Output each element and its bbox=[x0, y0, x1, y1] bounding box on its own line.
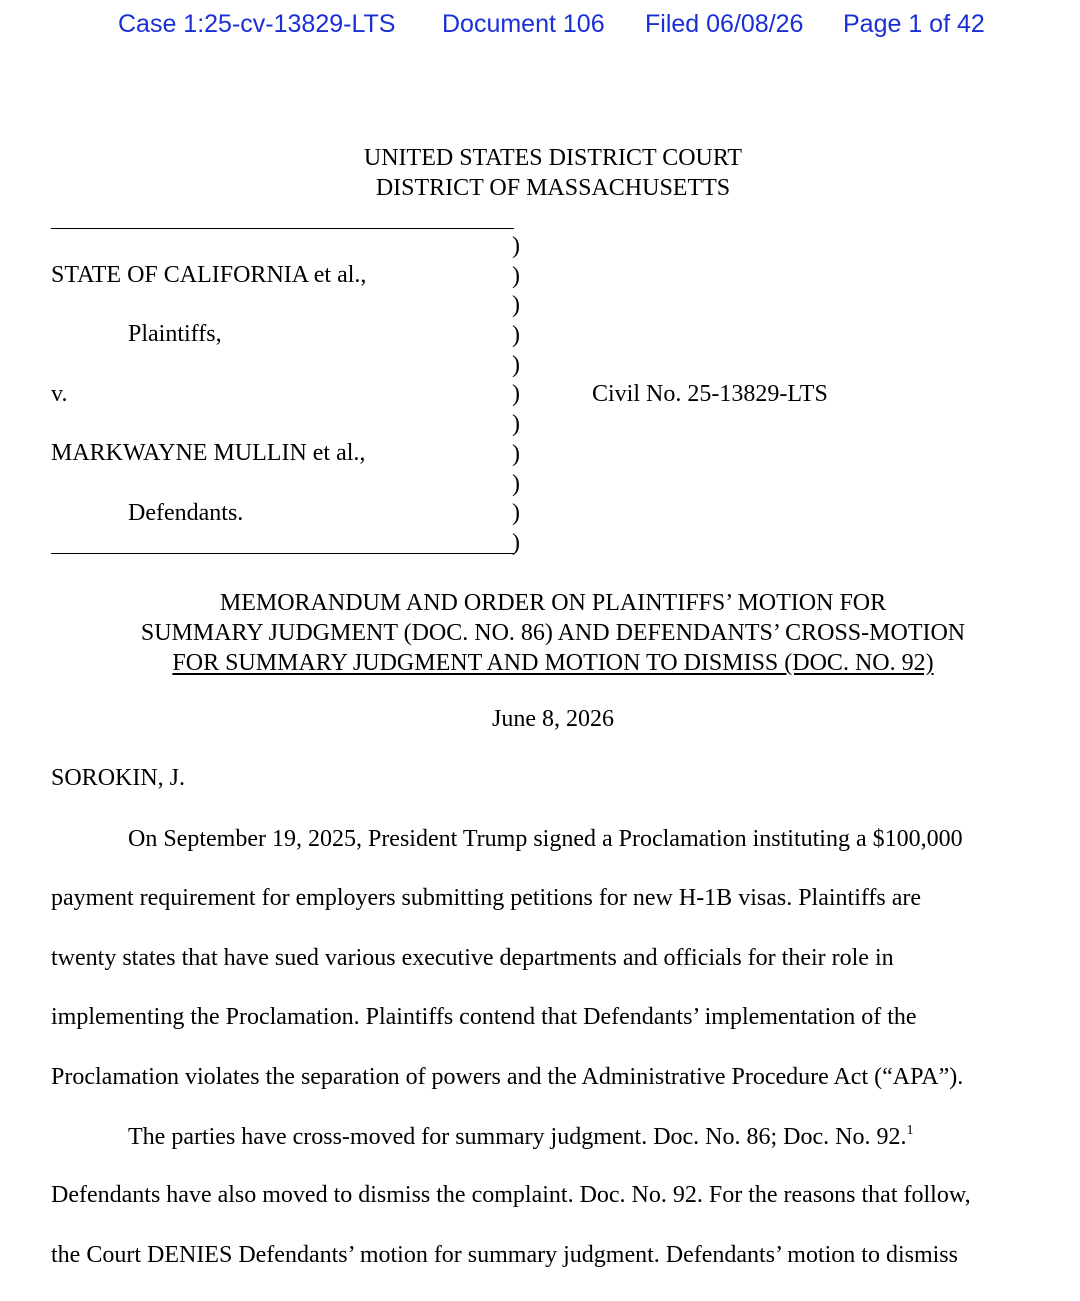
order-title-line: SUMMARY JUDGMENT (DOC. NO. 86) AND DEFENDANTS’ CROSS-MOTION bbox=[140, 620, 966, 646]
body-text-line: Defendants have also moved to dismiss the complaint. Doc. No. 92. For the reasons that follow, bbox=[51, 1182, 971, 1208]
caption-defendant: MARKWAYNE MULLIN et al., bbox=[51, 440, 366, 466]
caption-paren: ) bbox=[512, 381, 520, 408]
court-district: DISTRICT OF MASSACHUSETTS bbox=[375, 175, 731, 201]
caption-paren: ) bbox=[512, 233, 520, 259]
caption-paren: ) bbox=[512, 470, 520, 497]
body-text-line: On September 19, 2025, President Trump signed a Proclamation instituting a $100,000 bbox=[128, 826, 963, 852]
caption-top-rule bbox=[51, 228, 514, 229]
order-date: June 8, 2026 bbox=[492, 706, 614, 732]
header-document-number: Document 106 bbox=[442, 10, 605, 38]
caption-plaintiff: STATE OF CALIFORNIA et al., bbox=[51, 262, 367, 288]
caption-parenthesis-column bbox=[512, 232, 520, 559]
caption-civil-number: Civil No. 25-13829-LTS bbox=[592, 381, 828, 407]
judge-name: SOROKIN, J. bbox=[51, 765, 186, 791]
body-text-line: payment requirement for employers submitting petitions for new H-1B visas. Plaintiffs are bbox=[51, 885, 922, 911]
body-text-line bbox=[128, 1123, 914, 1151]
header-page-number: Page 1 of 42 bbox=[843, 10, 985, 38]
order-title bbox=[0, 588, 1080, 678]
caption-versus: v. bbox=[51, 381, 68, 407]
body-text-line: implementing the Proclamation. Plaintiffs contend that Defendants’ implementation of the bbox=[51, 1004, 917, 1030]
caption-paren: ) bbox=[512, 500, 520, 527]
header-filed-date: Filed 06/08/26 bbox=[645, 10, 804, 38]
order-title-line: MEMORANDUM AND ORDER ON PLAINTIFFS’ MOTION FOR bbox=[219, 590, 887, 616]
court-name: UNITED STATES DISTRICT COURT bbox=[363, 145, 743, 171]
footnote-marker[interactable]: 1 bbox=[906, 1123, 914, 1138]
caption-defendant-role: Defendants. bbox=[128, 500, 244, 526]
caption-paren: ) bbox=[512, 529, 520, 556]
body-text-line: Proclamation violates the separation of powers and the Administrative Procedure Act (“APA”). bbox=[51, 1064, 964, 1090]
court-heading bbox=[0, 143, 1080, 203]
caption-bottom-rule bbox=[51, 553, 514, 554]
body-text-line: twenty states that have sued various executive departments and officials for their role in bbox=[51, 945, 894, 971]
body-text-line: the Court DENIES Defendants’ motion for summary judgment. Defendants’ motion to dismiss bbox=[51, 1242, 958, 1268]
caption-paren: ) bbox=[512, 411, 520, 438]
caption-paren: ) bbox=[512, 292, 520, 319]
caption-paren: ) bbox=[512, 351, 520, 378]
order-title-line: FOR SUMMARY JUDGMENT AND MOTION TO DISMISS (DOC. NO. 92) bbox=[172, 650, 934, 676]
body-text: The parties have cross-moved for summary judgment. Doc. No. 86; Doc. No. 92. bbox=[128, 1124, 907, 1150]
caption-paren: ) bbox=[512, 262, 520, 289]
header-case-number: Case 1:25-cv-13829-LTS bbox=[118, 10, 396, 38]
caption-paren: ) bbox=[512, 440, 520, 467]
caption-paren: ) bbox=[512, 322, 520, 349]
caption-plaintiff-role: Plaintiffs, bbox=[128, 321, 222, 347]
